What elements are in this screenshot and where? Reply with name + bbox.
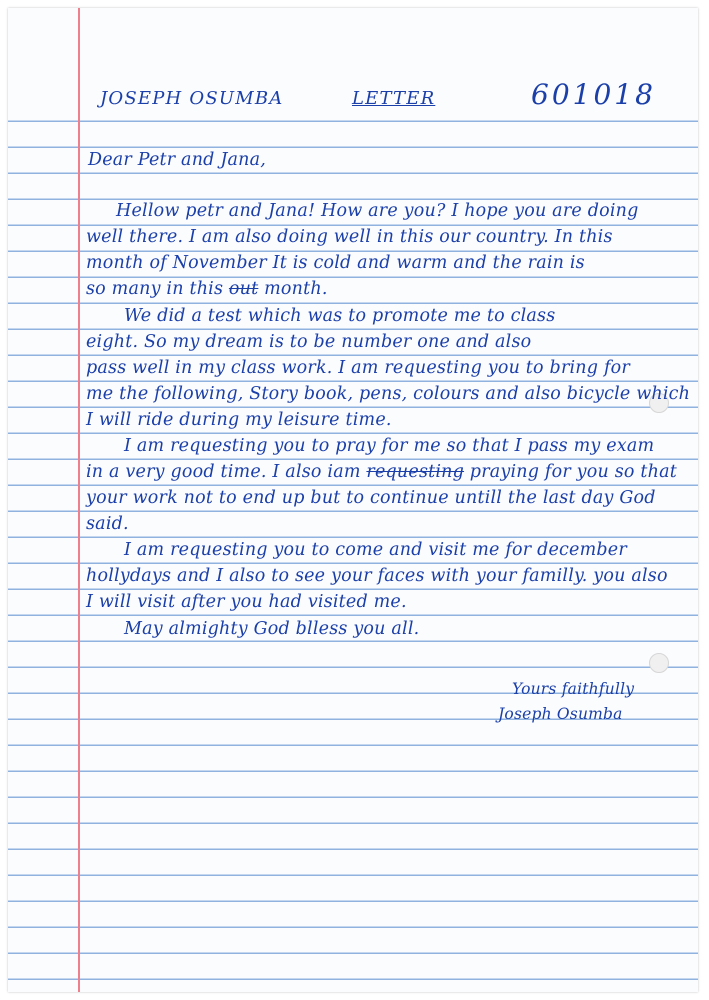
- body-line: May almighty God blless you all.: [124, 619, 420, 639]
- letter-date: 601018: [531, 78, 656, 111]
- body-line: pass well in my class work. I am requesting you to bring for: [86, 358, 630, 378]
- body-line: me the following, Story book, pens, colours and also bicycle which: [86, 384, 691, 404]
- body-line: said.: [86, 514, 129, 534]
- writer-name: JOSEPH OSUMBA: [100, 88, 284, 109]
- body-line: I will visit after you had visited me.: [86, 592, 407, 612]
- body-line: Hellow petr and Jana! How are you? I hope you are doing: [116, 201, 639, 221]
- signature: Joseph Osumba: [498, 705, 623, 723]
- body-line: month of November It is cold and warm and the rain is: [86, 253, 585, 273]
- body-line: I will ride during my leisure time.: [86, 410, 392, 430]
- greeting: Dear Petr and Jana,: [88, 150, 267, 170]
- body-line: I am requesting you to pray for me so that I pass my exam: [124, 436, 655, 456]
- letter-title: LETTER: [352, 88, 436, 109]
- margin-line: [78, 8, 80, 992]
- body-line: eight. So my dream is to be number one and also: [86, 332, 532, 352]
- letter-sheet: [8, 8, 698, 992]
- body-line: your work not to end up but to continue untill the last day God: [86, 488, 656, 508]
- body-line: hollydays and I also to see your faces with your familly. you also: [86, 566, 668, 586]
- closing: Yours faithfully: [512, 680, 635, 698]
- body-line: well there. I am also doing well in this our country. In this: [86, 227, 613, 247]
- body-line: in a very good time. I also iam requesting praying for you so that: [86, 462, 677, 482]
- body-line: I am requesting you to come and visit me for december: [124, 540, 627, 560]
- body-line: We did a test which was to promote me to class: [124, 306, 556, 326]
- body-line: so many in this out month.: [86, 279, 328, 299]
- punch-hole-bottom: [649, 653, 669, 673]
